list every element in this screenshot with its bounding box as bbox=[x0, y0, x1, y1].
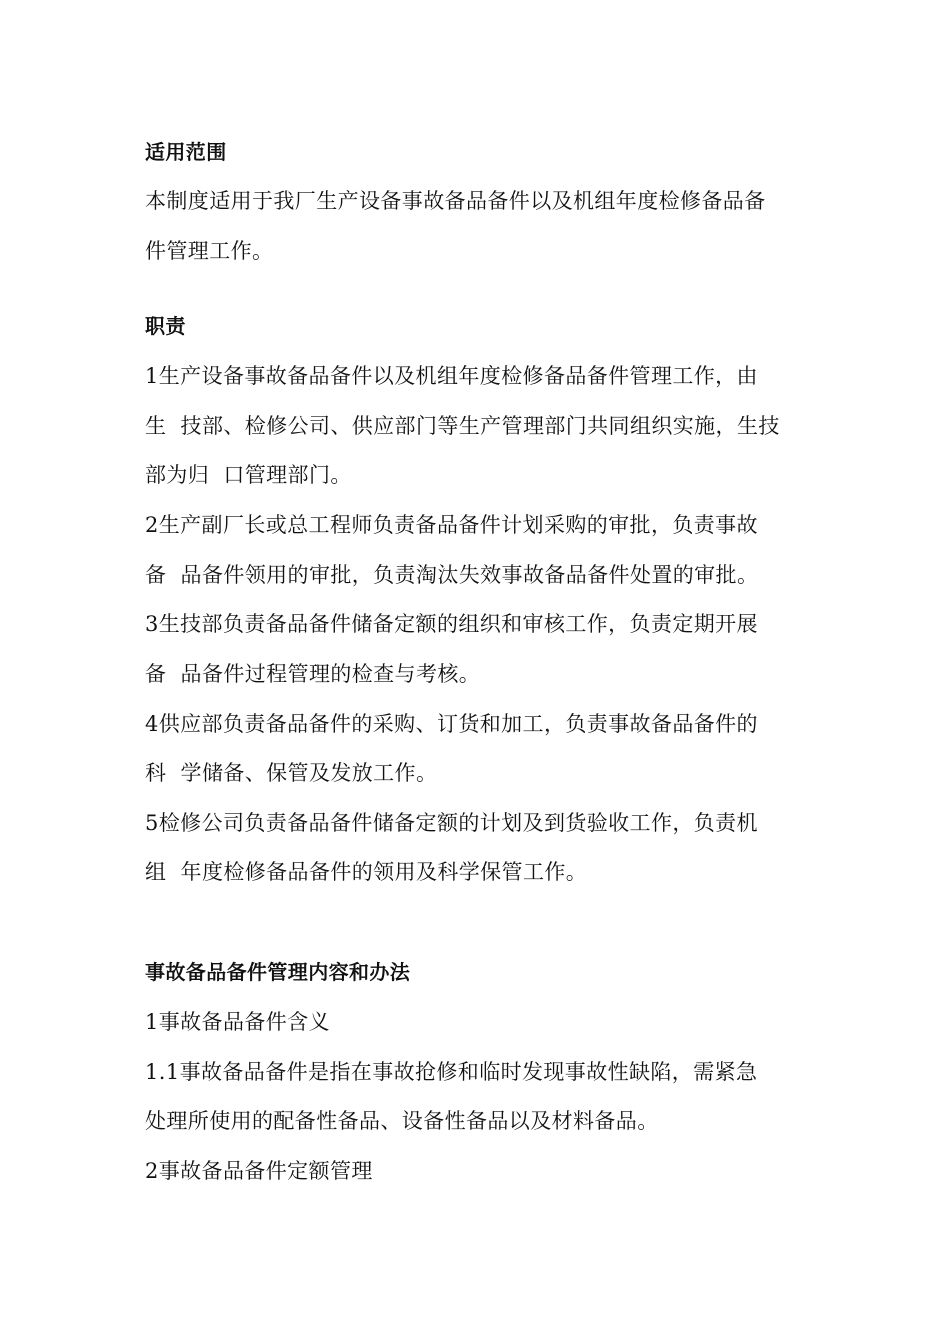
paragraph-line: 生 技部、检修公司、供应部门等生产管理部门共同组织实施，生技 bbox=[145, 414, 780, 438]
section-heading-scope: 适用范围 bbox=[145, 140, 227, 164]
paragraph-line: 处理所使用的配备性备品、设备性备品以及材料备品。 bbox=[145, 1109, 659, 1133]
paragraph-line: 组 年度检修备品备件的领用及科学保管工作。 bbox=[145, 860, 588, 884]
paragraph-line: 件管理工作。 bbox=[145, 239, 274, 263]
paragraph-line: 4供应部负责备品备件的采购、订货和加工，负责事故备品备件的 bbox=[145, 712, 758, 736]
section-heading-management: 事故备品备件管理内容和办法 bbox=[145, 960, 411, 984]
paragraph-line: 备 品备件领用的审批，负责淘汰失效事故备品备件处置的审批。 bbox=[145, 563, 759, 587]
paragraph-line: 2事故备品备件定额管理 bbox=[145, 1159, 373, 1183]
paragraph-line: 2生产副厂长或总工程师负责备品备件计划采购的审批，负责事故 bbox=[145, 513, 758, 537]
paragraph-line: 1生产设备事故备品备件以及机组年度检修备品备件管理工作，由 bbox=[145, 364, 758, 388]
paragraph-line: 部为归 口管理部门。 bbox=[145, 463, 352, 487]
paragraph-line: 1事故备品备件含义 bbox=[145, 1010, 330, 1034]
paragraph-line: 3生技部负责备品备件储备定额的组织和审核工作，负责定期开展 bbox=[145, 612, 758, 636]
paragraph-line: 备 品备件过程管理的检查与考核。 bbox=[145, 662, 481, 686]
paragraph-line: 科 学储备、保管及发放工作。 bbox=[145, 761, 438, 785]
paragraph-line: 本制度适用于我厂生产设备事故备品备件以及机组年度检修备品备 bbox=[145, 189, 766, 213]
section-heading-responsibilities: 职责 bbox=[145, 314, 186, 338]
paragraph-line: 1.1事故备品备件是指在事故抢修和临时发现事故性缺陷，需紧急 bbox=[145, 1060, 758, 1084]
paragraph-line: 5检修公司负责备品备件储备定额的计划及到货验收工作，负责机 bbox=[145, 811, 758, 835]
